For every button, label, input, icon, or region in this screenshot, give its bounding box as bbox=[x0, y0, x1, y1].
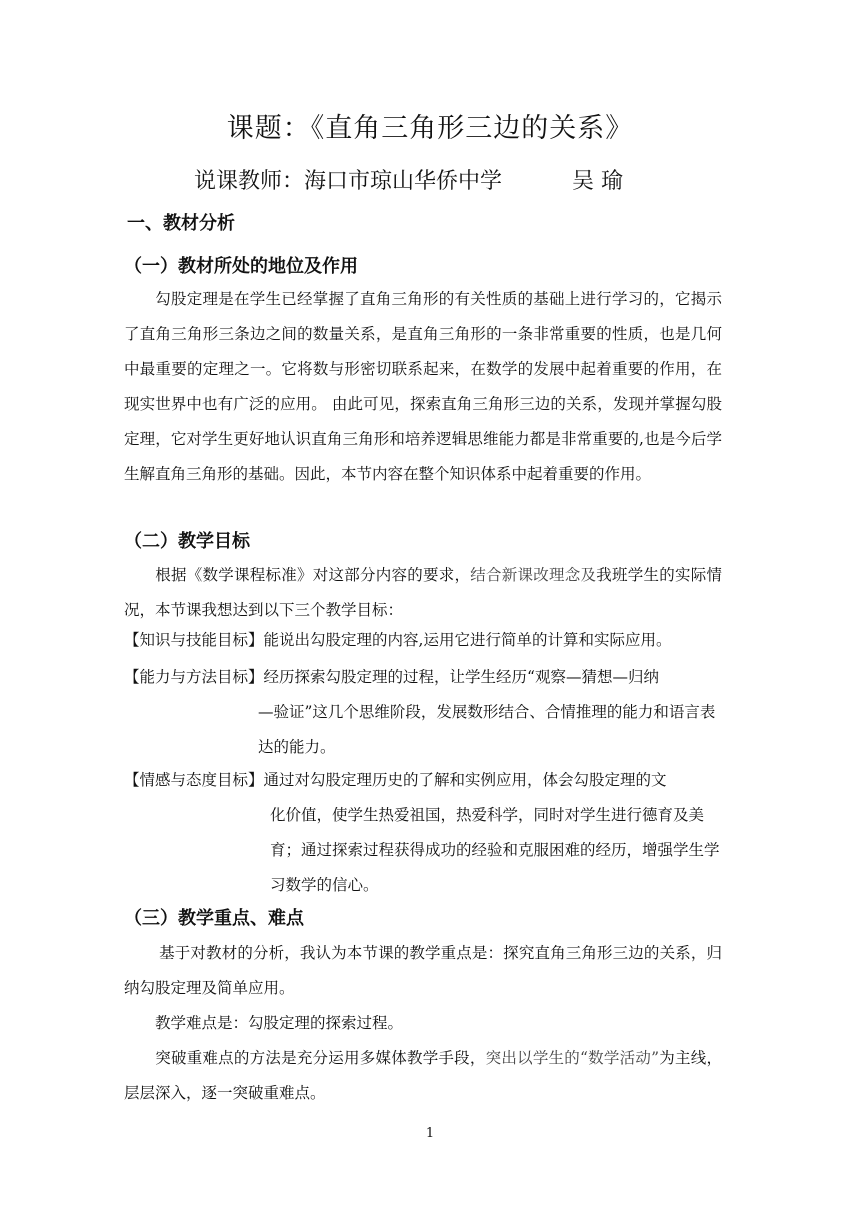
goal-knowledge-text: 能说出勾股定理的内容,运用它进行简单的计算和实际应用。 bbox=[263, 631, 672, 649]
goal-knowledge bbox=[124, 623, 726, 658]
goal-emotion-rest: 化价值，使学生热爱祖国，热爱科学，同时对学生进行德育及美育；通过探索过程获得成功的经验和克服困难的经历，增强学生学习数学的信心。 bbox=[270, 806, 720, 894]
paragraph-goals-intro bbox=[124, 558, 722, 628]
goal-ability-line1: 经历探索勾股定理的过程，让学生经历“观察—猜想—归纳 bbox=[263, 668, 659, 686]
document-title: 课题：《直角三角形三边的关系》 bbox=[226, 113, 634, 144]
method-part-a: 突破重难点的方法是充分运用多媒体教学手段， bbox=[155, 1049, 486, 1067]
teacher-line bbox=[194, 164, 623, 195]
goals-intro-part-c: 我班学生的实际情况，本节课我想达到以下三个教学目标： bbox=[124, 566, 722, 619]
subsection-heading-goals: （二）教学目标 bbox=[124, 531, 250, 552]
method-part-b: 突出以学生的“数学活动” bbox=[485, 1049, 660, 1067]
subsection-heading-key-points: （三）教学重点、难点 bbox=[124, 908, 304, 929]
key-points-text: 基于对教材的分析，我认为本节课的教学重点是：探究直角三角形三边的关系，归纳勾股定理及简单应用。 bbox=[124, 944, 722, 997]
page-number: 1 bbox=[425, 1126, 435, 1141]
teacher-name: 吴 瑜 bbox=[572, 169, 623, 194]
paragraph-key-points bbox=[124, 936, 722, 1006]
paragraph-position-text: 勾股定理是在学生已经掌握了直角三角形的有关性质的基础上进行学习的，它揭示了直角三角形三条边之间的数量关系，是直角三角形的一条非常重要的性质，也是几何中最重要的定理之一。它将数与形密切联系起来，在数学的发展中起着重要的作用，在现实世界中也有广泛的应用。 由此可见，探索直角三角形三边的关系，发现并掌握勾股定理，它对学生更好地认识直角三角形和培养逻辑思维能力都是非常重要的,也是今后学生解直角三角形的基础。因此，本节内容在整个知识体系中起着重要的作用。 bbox=[124, 290, 722, 483]
goal-emotion-line1: 通过对勾股定理历史的了解和实例应用，体会勾股定理的文 bbox=[263, 771, 667, 789]
paragraph-method bbox=[124, 1041, 722, 1111]
goal-ability-rest: —验证”这几个思维阶段，发展数形结合、合情推理的能力和语言表达的能力。 bbox=[258, 703, 716, 756]
goal-emotion-label: 【情感与态度目标】 bbox=[124, 771, 264, 789]
method-part-c: 为主线，层层深入，逐一突破重难点。 bbox=[124, 1049, 722, 1102]
goal-ability bbox=[124, 660, 726, 765]
teacher-label: 说课教师：海口市琼山华侨中学 bbox=[194, 169, 503, 194]
subsection-heading-position: （一）教材所处的地位及作用 bbox=[124, 256, 358, 277]
paragraph-position-role bbox=[124, 282, 722, 492]
goal-knowledge-label: 【知识与技能目标】 bbox=[124, 631, 264, 649]
goal-emotion bbox=[124, 763, 726, 903]
goal-ability-label: 【能力与方法目标】 bbox=[124, 668, 264, 686]
goals-intro-part-b: 结合新课改理念及 bbox=[470, 566, 597, 584]
paragraph-difficulty bbox=[124, 1006, 722, 1041]
section-heading-analysis: 一、教材分析 bbox=[127, 213, 235, 234]
goals-intro-part-a: 根据《数学课程标准》对这部分内容的要求， bbox=[155, 566, 471, 584]
difficulty-text: 教学难点是：勾股定理的探索过程。 bbox=[155, 1014, 404, 1032]
